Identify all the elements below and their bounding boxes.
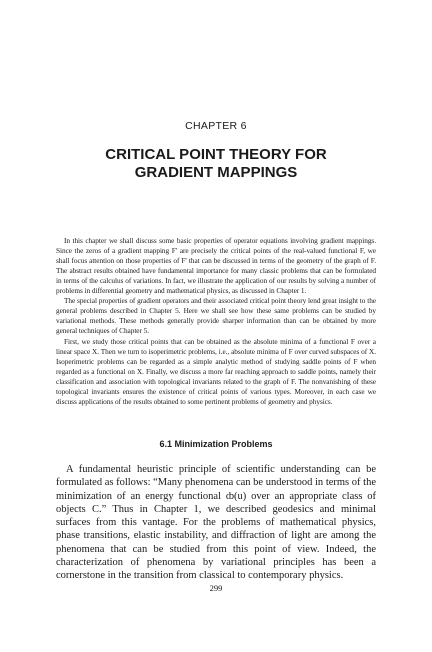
chapter-title xyxy=(60,146,372,182)
chapter-title-line-2: GRADIENT MAPPINGS xyxy=(134,164,298,181)
section-heading: 6.1 Minimization Problems xyxy=(159,439,273,449)
intro-paragraph-3: First, we study those critical points that can be obtained as the absolute minima of a functional F over a linear space X. Then we turn to isoperimetric problems, i.e., absolute minima of F over curved subspaces of X. Isoperimetric problems can be regarded as a simple analytic method of studying saddle points of F when regarded as a functional on X. Finally, we discuss a more far reaching approach to saddle points, namely their classification and association with topological invariants related to the graph of F. The nonvanishing of these topological invariants ensures the existence of critical points of various types. Moreover, in each case we discuss applications of the results obtained to some pertinent problems of geometry and physics. xyxy=(56,337,376,406)
intro-paragraph-2: The special properties of gradient operators and their associated critical point theory lend great insight to the general problems described in Chapter 5. Here we shall see how these same problems can be studied by variational methods. These methods generally provide sharper information than can be obtained by more general techniques of Chapter 5. xyxy=(56,296,376,336)
chapter-title-line-1: CRITICAL POINT THEORY FOR xyxy=(105,146,327,163)
section-paragraph: A fundamental heuristic principle of scientific understanding can be formulated as follows: “Many phenomena can be understood in terms of the minimization of an energy functional ȸ(u) over an appropriate class of objects C.” Thus in Chapter 1, we described geodesics and minimal surfaces from this vantage. For the problems of mathematical physics, phase transitions, elastic instability, and diffraction of light are among the phenomena that can be studied from this point of view. Indeed, the characterization of phenomena by variational principles has been a cornerstone in the transition from classical to contemporary physics. xyxy=(56,464,376,582)
chapter-label: CHAPTER 6 xyxy=(185,120,247,132)
page-number: 299 xyxy=(209,583,223,593)
chapter-introduction xyxy=(56,236,376,407)
intro-paragraph-1: In this chapter we shall discuss some basic properties of operator equations involving gradient mappings. Since the zeros of a gradient mapping F′ are precisely the critical points of the real-valued functional F, we shall focus attention on those properties of F′ that can be discussed in terms of the geometry of the graph of F. The abstract results obtained have fundamental importance for many classic problems that can be formulated in terms of the calculus of variations. In fact, we illustrate the application of our results by solving a number of problems in differential geometry and mathematical physics, as discussed in Chapter 1. xyxy=(56,236,376,295)
section-body xyxy=(56,463,376,583)
